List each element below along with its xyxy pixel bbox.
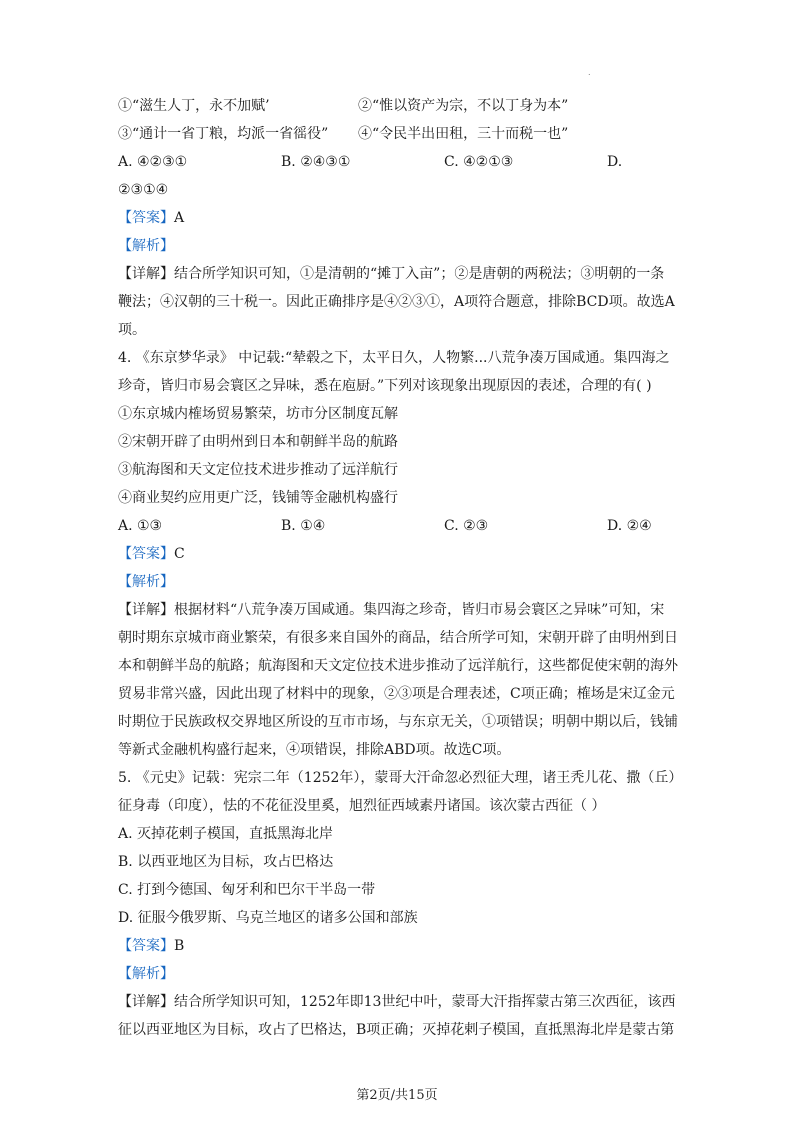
q3-choice-a: A. ④②③① — [118, 154, 188, 170]
q3-choice-d: D. — [607, 154, 623, 170]
q5-detail — [118, 988, 678, 1044]
q5-choice-b: B. 以西亚地区为目标，攻占巴格达 — [118, 854, 334, 870]
q3-choices — [118, 148, 678, 176]
answer-tag: 【答案】 — [118, 938, 174, 954]
q4-analysis-tag: 【解析】 — [118, 574, 174, 590]
q5-answer — [118, 932, 678, 960]
page-footer: 第2页/共15页 — [356, 1088, 438, 1103]
detail-tag: 【详解】 — [118, 994, 174, 1010]
q4-choices — [118, 512, 678, 540]
answer-tag: 【答案】 — [118, 546, 174, 562]
q3-choice-b: B. ②④③① — [281, 154, 351, 170]
q4-item-4: ④商业契约应用更广泛，钱铺等金融机构盛行 — [118, 490, 398, 506]
q4-item-3: ③航海图和天文定位技术进步推动了远洋航行 — [118, 462, 398, 478]
q3-analysis-tag: 【解析】 — [118, 238, 174, 254]
q3-option-2: ②“惟以资产为宗，不以丁身为本” — [358, 98, 569, 114]
q4-choice-b: B. ①④ — [281, 518, 326, 534]
q3-choice-d-content: ②③①④ — [118, 182, 169, 198]
q4-choice-a: A. ①③ — [118, 518, 163, 534]
answer-value: C — [174, 546, 185, 562]
answer-value: A — [174, 210, 185, 226]
q4-choice-c: C. ②③ — [444, 518, 489, 534]
q3-choice-c: C. ④②①③ — [444, 154, 514, 170]
answer-tag: 【答案】 — [118, 210, 174, 226]
detail-text: 根据材料“八荒争凑万国咸通。集四海之珍奇，皆归市易会寰区之异味”可知，宋朝时期东京城市商业繁荣，有很多来自国外的商品，结合所学可知，宋朝开辟了由明州到日本和朝鲜半岛的航路；航海图和天文定位技术进步推动了远洋航行，这些都促使宋朝的海外贸易非常兴盛，因此出现了材料中的现象，②③项是合理表述，C项正确；榷场是宋辽金元时期位于民族政权交界地区所设的互市市场，与东京无关，①项错误；明朝中期以后，钱铺等新式金融机构盛行起来，④项错误，排除ABD项。故选C项。 — [118, 602, 678, 758]
q4-detail — [118, 596, 678, 764]
q5-analysis-tag: 【解析】 — [118, 966, 174, 982]
q3-answer — [118, 204, 678, 232]
detail-tag: 【详解】 — [118, 602, 174, 618]
q3-options-row-1 — [118, 92, 678, 120]
q3-detail — [118, 260, 678, 344]
q4-stem: 4. 《东京梦华录》 中记载:“辇毂之下，太平日久，人物繁...八荒争凑万国咸通。集四海之珍奇，皆归市易会寰区之异味，悉在庖厨。”下列对该现象出现原因的表述，合理的有( ) — [118, 350, 670, 394]
page-mark: . — [588, 68, 591, 77]
q4-item-1: ①东京城内榷场贸易繁荣，坊市分区制度瓦解 — [118, 406, 398, 422]
detail-text: 结合所学知识可知，1252年即13世纪中叶，蒙哥大汗指挥蒙古第三次西征，该西征以西亚地区为目标，攻占了巴格达，B项正确；灭掉花剌子模国，直抵黑海北岸是蒙古第 — [118, 994, 676, 1038]
q5-choice-d: D. 征服今俄罗斯、乌克兰地区的诸多公国和部族 — [118, 910, 418, 926]
q3-options-row-2 — [118, 120, 678, 148]
q5-choice-a: A. 灭掉花剌子模国，直抵黑海北岸 — [118, 826, 334, 842]
q4-item-2: ②宋朝开辟了由明州到日本和朝鲜半岛的航路 — [118, 434, 398, 450]
q3-option-1: ①“滋生人丁，永不加赋’ — [118, 98, 270, 114]
page-content — [118, 92, 678, 1044]
q5-stem: 5. 《元史》记载：宪宗二年（1252年），蒙哥大汗命忽必烈征大理，诸王秃儿花、撒（丘）征身毒（印度），怯的不花征没里奚，旭烈征西域素丹诸国。该次蒙古西征（ ） — [118, 770, 676, 814]
q4-choice-d: D. ②④ — [607, 518, 652, 534]
detail-tag: 【详解】 — [118, 266, 174, 282]
q5-choice-c: C. 打到今德国、匈牙利和巴尔干半岛一带 — [118, 882, 376, 898]
q3-option-4: ④“令民半出田租，三十而税一也” — [358, 126, 569, 142]
q3-option-3: ③“通计一省丁粮，均派一省徭役” — [118, 126, 329, 142]
answer-value: B — [174, 938, 185, 954]
q4-answer — [118, 540, 678, 568]
detail-text: 结合所学知识可知，①是清朝的“摊丁入亩”；②是唐朝的两税法；③明朝的一条鞭法；④汉朝的三十税一。因此正确排序是④②③①，A项符合题意，排除BCD项。故选A项。 — [118, 266, 675, 338]
